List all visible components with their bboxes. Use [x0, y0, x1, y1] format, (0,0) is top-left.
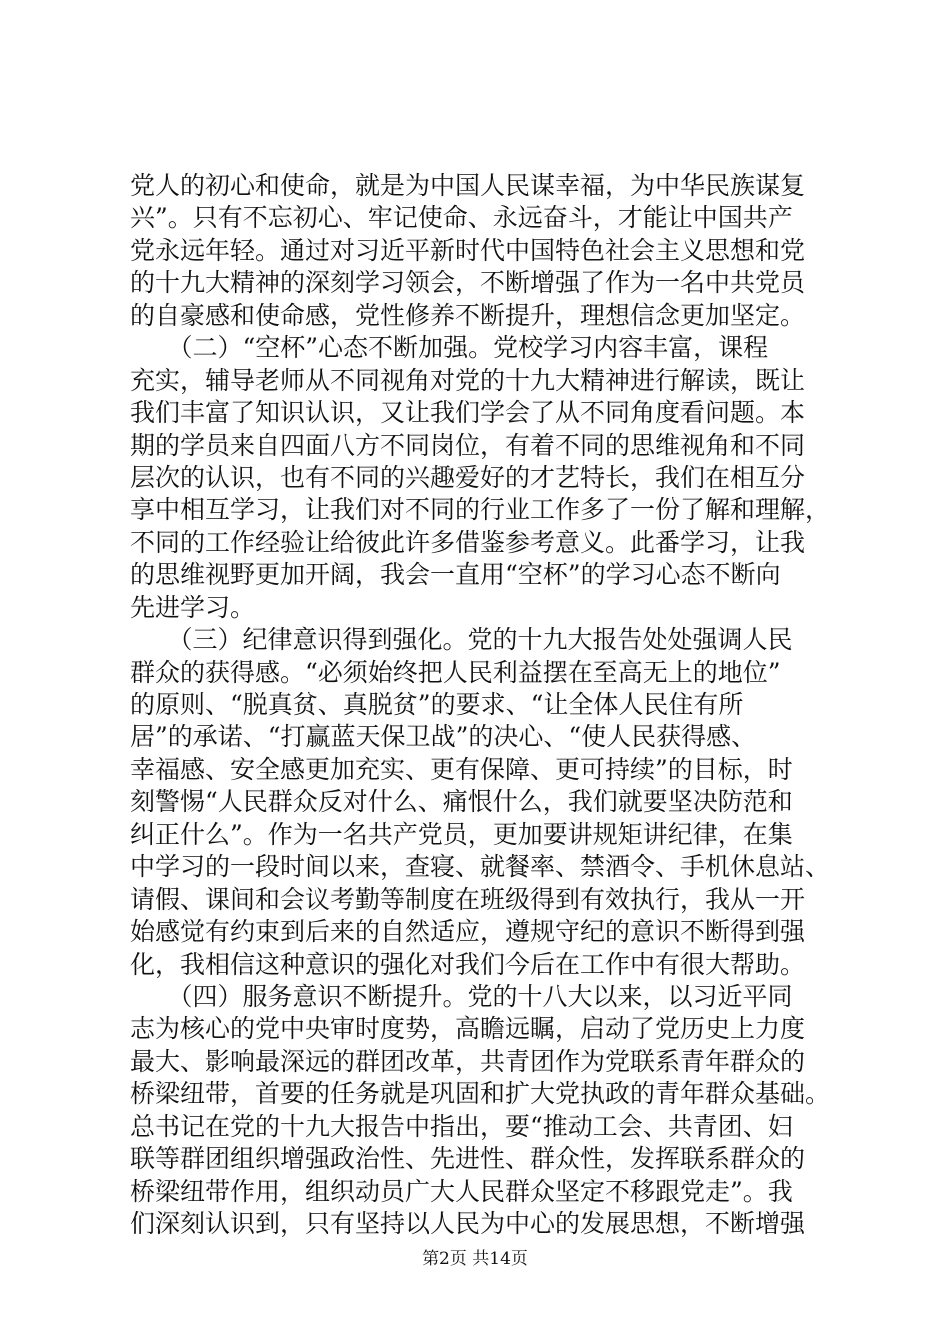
text-line: 先进学习。 [130, 592, 256, 622]
text-line: 的原则、“脱真贫、真脱贫”的要求、“让全体人民住有所 [130, 690, 744, 719]
text-line: 始感觉有约束到后来的自然适应，遵规守纪的意识不断得到强 [130, 917, 806, 947]
text-line: （三）纪律意识得到强化。党的十九大报告处处强调人民 [130, 625, 793, 655]
text-line: 幸福感、安全感更加充实、更有保障、更可持续”的目标，时 [130, 754, 793, 784]
text-line: 我们丰富了知识认识，又让我们学会了从不同角度看问题。本 [130, 398, 806, 428]
text-line: 群众的获得感。“必须始终把人民利益摆在至高无上的地位” [130, 657, 781, 687]
text-line: 党永远年轻。通过对习近平新时代中国特色社会主义思想和党 [130, 235, 806, 265]
text-line: 中学习的一段时间以来，查寝、就餐率、禁酒令、手机休息站、 [130, 852, 831, 882]
text-line: 居”的承诺、“打赢蓝天保卫战”的决心、“使人民获得感、 [130, 722, 757, 752]
body-text [130, 170, 830, 1240]
text-line: 联等群团组织增强政治性、先进性、群众性，发挥联系群众的 [130, 1144, 806, 1174]
text-line: （二）“空杯”心态不断加强。党校学习内容丰富，课程 [130, 333, 769, 363]
page-footer: 第2页 共14页 [422, 1249, 528, 1269]
text-line: 的自豪感和使命感，党性修养不断提升，理想信念更加坚定。 [130, 300, 806, 330]
text-line: 层次的认识，也有不同的兴趣爱好的才艺特长，我们在相互分 [130, 462, 806, 492]
text-line: 桥梁纽带，首要的任务就是巩固和扩大党执政的青年群众基础。 [130, 1079, 831, 1109]
text-line: 桥梁纽带作用，组织动员广大人民群众坚定不移跟党走”。我 [130, 1176, 793, 1206]
text-line: 充实，辅导老师从不同视角对党的十九大精神进行解读，既让 [130, 365, 806, 395]
text-line: 享中相互学习，让我们对不同的行业工作多了一份了解和理解， [130, 495, 831, 525]
text-line: 总书记在党的十九大报告中指出，要“推动工会、共青团、妇 [130, 1111, 793, 1141]
text-line: 化，我相信这种意识的强化对我们今后在工作中有很大帮助。 [130, 949, 806, 979]
text-line: （四）服务意识不断提升。党的十八大以来，以习近平同 [130, 981, 793, 1011]
text-line: 们深刻认识到，只有坚持以人民为中心的发展思想，不断增强 [130, 1209, 806, 1238]
text-line: 最大、影响最深远的群团改革，共青团作为党联系青年群众的 [130, 1046, 806, 1076]
text-line: 的思维视野更加开阔，我会一直用“空杯”的学习心态不断向 [130, 560, 781, 590]
text-line: 不同的工作经验让给彼此许多借鉴参考意义。此番学习，让我 [130, 527, 806, 557]
text-line: 志为核心的党中央审时度势，高瞻远瞩，启动了党历史上力度 [130, 1014, 806, 1044]
text-line: 的十九大精神的深刻学习领会，不断增强了作为一名中共党员 [130, 268, 806, 298]
text-line: 兴”。只有不忘初心、牢记使命、永远奋斗，才能让中国共产 [130, 203, 793, 233]
text-line: 刻警惕“人民群众反对什么、痛恨什么，我们就要坚决防范和 [130, 787, 793, 817]
text-line: 党人的初心和使命，就是为中国人民谋幸福，为中华民族谋复 [130, 171, 806, 200]
text-line: 请假、课间和会议考勤等制度在班级得到有效执行，我从一开 [130, 884, 806, 914]
text-line: 期的学员来自四面八方不同岗位，有着不同的思维视角和不同 [130, 430, 806, 460]
text-line: 纠正什么”。作为一名共产党员，更加要讲规矩讲纪律，在集 [130, 819, 793, 849]
